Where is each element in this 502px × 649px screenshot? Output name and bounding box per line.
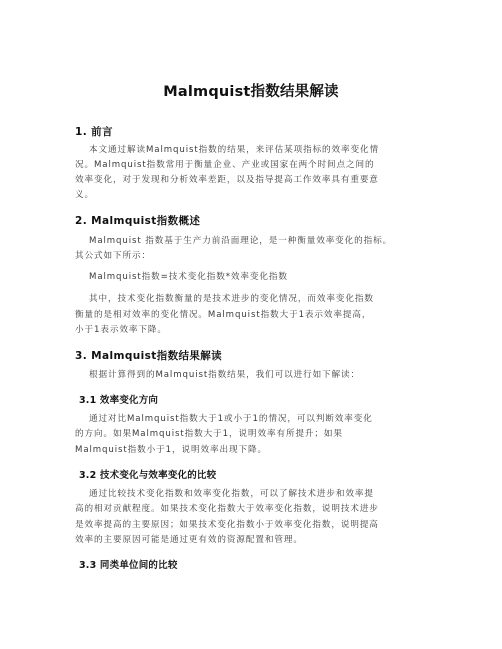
paragraph-line: 其公式如下所示： xyxy=(75,251,151,261)
paragraph-line: 效率变化，对于发现和分析效率差距，以及指导提高工作效率具有重要意 xyxy=(75,175,379,185)
paragraph-line: 义。 xyxy=(75,190,94,200)
paragraph-line: Malmquist指数小于1，说明效率出现下降。 xyxy=(75,445,267,455)
paragraph-line: 通过对比Malmquist指数大于1或小于1的情况，可以判断效率变化 xyxy=(89,414,373,424)
paragraph-line: 是效率提高的主要原因；如果技术变化指数小于效率变化指数，说明提高 xyxy=(75,520,379,530)
subsection-heading-comparison: 3.2 技术变化与效率变化的比较 xyxy=(79,470,217,481)
subsection-heading-direction: 3.1 效率变化方向 xyxy=(79,395,159,406)
paragraph-line: 衡量的是相对效率的变化情况。Malmquist指数大于1表示效率提高， xyxy=(75,310,372,320)
section-heading-preface: 1. 前言 xyxy=(75,126,113,138)
paragraph-line: 效率的主要原因可能是通过更有效的资源配置和管理。 xyxy=(75,535,303,545)
page-title: Malmquist指数结果解读 xyxy=(163,84,339,100)
paragraph-line: 高的相对贡献程度。如果技术变化指数大于效率变化指数，说明技术进步 xyxy=(75,504,379,514)
paragraph-line: 根据计算得到的Malmquist指数结果，我们可以进行如下解读： xyxy=(89,370,361,380)
paragraph-line: Malmquist 指数基于生产力前沿面理论，是一种衡量效率变化的指标。 xyxy=(89,236,393,246)
section-heading-overview: 2. Malmquist指数概述 xyxy=(75,215,201,227)
paragraph-line: 本文通过解读Malmquist指数的结果，来评估某项指标的效率变化情 xyxy=(89,145,380,155)
section-heading-results: 3. Malmquist指数结果解读 xyxy=(75,350,223,362)
paragraph-line: 的方向。如果Malmquist指数大于1，说明效率有所提升；如果 xyxy=(75,429,343,439)
paragraph-line: 况。Malmquist指数常用于衡量企业、产业或国家在两个时间点之间的 xyxy=(75,160,375,170)
paragraph-line: 通过比较技术变化指数和效率变化指数，可以了解技术进步和效率提 xyxy=(89,489,374,499)
paragraph-line: 其中，技术变化指数衡量的是技术进步的变化情况，而效率变化指数 xyxy=(89,294,374,304)
paragraph-line: 小于1表示效率下降。 xyxy=(75,325,167,335)
subsection-heading-peers: 3.3 同类单位间的比较 xyxy=(79,560,178,571)
formula-line: Malmquist指数=技术变化指数*效率变化指数 xyxy=(89,272,288,282)
